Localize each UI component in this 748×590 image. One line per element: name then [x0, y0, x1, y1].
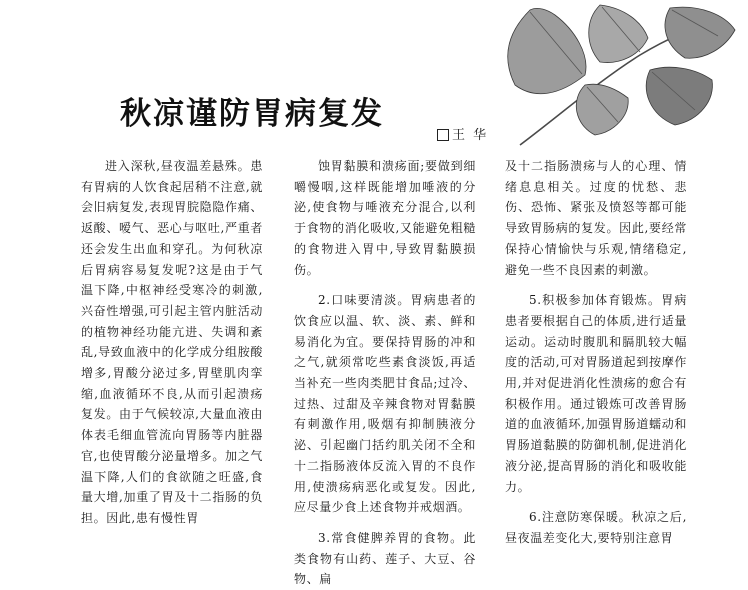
paragraph: 蚀胃黏膜和溃疡面;要做到细嚼慢咽,这样既能增加唾液的分泌,使食物与唾液充分混合,以利于食物的消化吸收,又能避免粗糙的食物进入胃中,导致胃黏膜损伤。 — [294, 159, 476, 277]
paragraph: 3.常食健脾养胃的食物。此类食物有山药、莲子、大豆、谷物、扁 — [294, 530, 476, 587]
paragraph: 6.注意防寒保暖。秋凉之后,昼夜温差变化大,要特别注意胃 — [505, 510, 687, 545]
author-name: 王 华 — [452, 128, 489, 143]
author-box-icon — [437, 129, 449, 141]
paragraph: 及十二指肠溃疡与人的心理、情绪息息相关。过度的忧愁、悲伤、恐怖、紧张及愤怒等都可能导致胃肠病的复发。因此,要经常保持心情愉快与乐观,情绪稳定,避免一些不良因素的刺激。 — [505, 159, 687, 277]
paragraph: 2.口味要清淡。胃病患者的饮食应以温、软、淡、素、鲜和易消化为宜。要保持胃肠的冲和之气,就须常吃些素食淡饭,再适当补充一些肉类肥甘食品;过冷、过热、过甜及辛辣食物对胃黏膜有刺激作用,吸烟有抑制胰液分泌、引起幽门括约肌关闭不全和十二指肠液体反流入胃的不良作用,使溃疡病恶化或复发。因此,应尽量少食上述食物并戒烟酒。 — [294, 293, 476, 515]
article-title: 秋凉谨防胃病复发 — [120, 96, 384, 132]
paragraph: 5.积极参加体育锻炼。胃病患者要根据自己的体质,进行适量运动。运动时腹肌和膈肌较大幅度的活动,可对胃肠道起到按摩作用,并对促进消化性溃疡的愈合有积极作用。通过锻炼可改善胃肠道的血液循环,加强胃肠道蠕动和胃肠道黏膜的防御机制,促进消化液分泌,提高胃肠的消化和吸收能力。 — [505, 293, 687, 494]
text-column-2 — [294, 156, 476, 590]
article-author — [437, 124, 488, 143]
text-column-3 — [505, 156, 687, 549]
leaves-illustration — [490, 0, 748, 150]
text-column-1 — [81, 156, 263, 529]
paragraph: 进入深秋,昼夜温差悬殊。患有胃病的人饮食起居稍不注意,就会旧病复发,表现胃脘隐隐作痛、返酸、嗳气、恶心与呕吐,严重者还会发生出血和穿孔。为何秋凉后胃病容易复发呢?这是由于气温下降,中枢神经受寒冷的刺激,兴奋性增强,可引起主管内脏活动的植物神经功能亢进、失调和紊乱,导致血液中的化学成分组胺酸增多,胃酸分泌过多,胃壁肌肉挛缩,血液循环不良,从而引起溃疡复发。由于气候较凉,大量血液由体表毛细血管流向胃肠等内脏器官,也使胃酸分泌量增多。加之气温下降,人们的食欲随之旺盛,食量大增,加重了胃及十二指肠的负担。因此,患有慢性胃 — [81, 159, 263, 525]
